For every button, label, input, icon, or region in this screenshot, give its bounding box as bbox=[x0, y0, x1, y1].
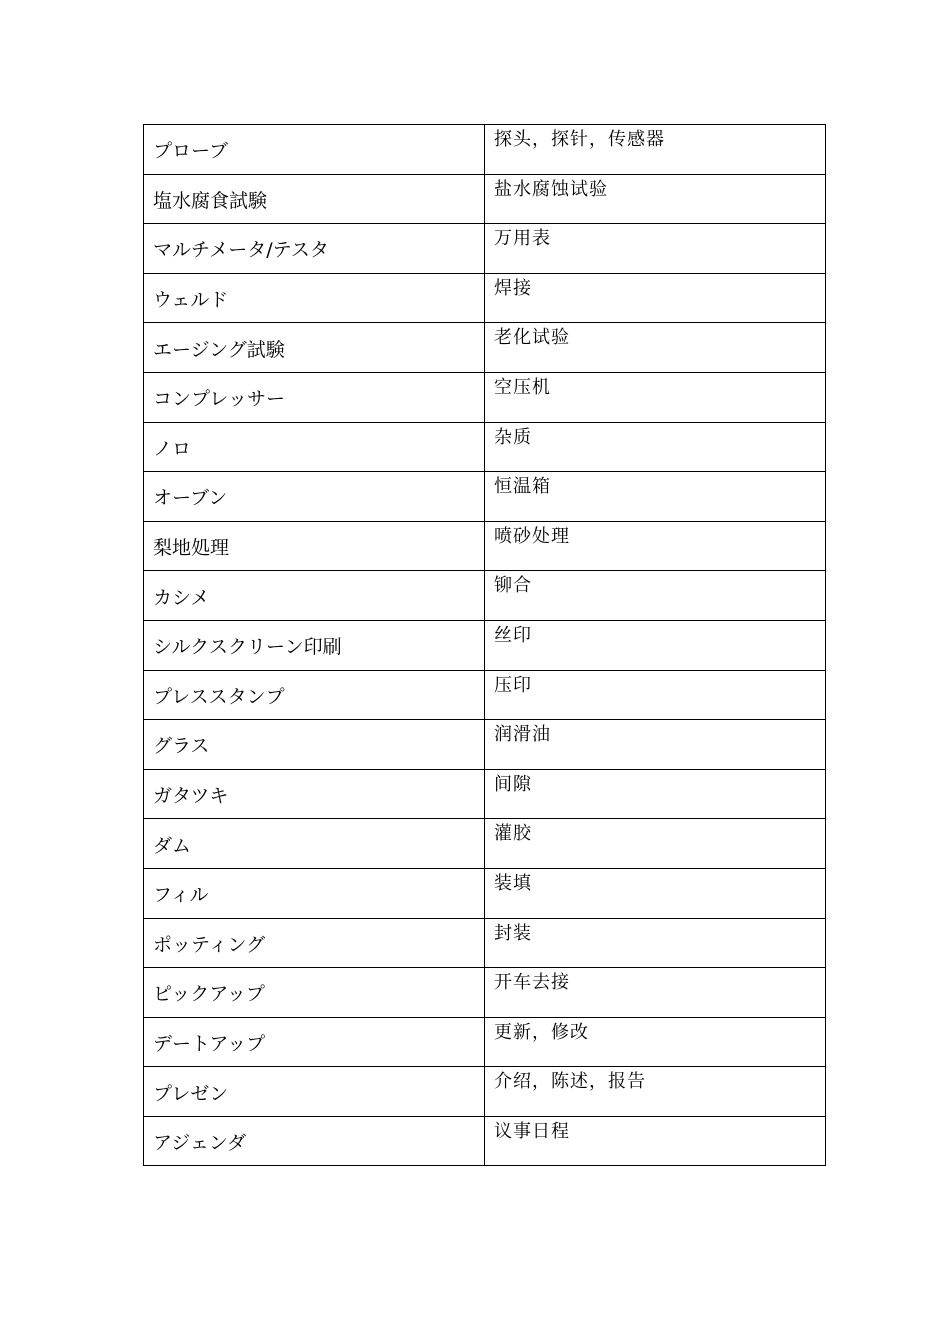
chinese-translation-cell: 盐水腐蚀试验 bbox=[485, 174, 826, 224]
chinese-translation-cell: 万用表 bbox=[485, 224, 826, 274]
table-row bbox=[144, 670, 826, 720]
chinese-translation-cell: 压印 bbox=[485, 670, 826, 720]
japanese-term-cell: プレゼン bbox=[144, 1067, 485, 1117]
japanese-term-cell: カシメ bbox=[144, 571, 485, 621]
japanese-term-cell: デートアップ bbox=[144, 1017, 485, 1067]
chinese-translation-cell: 间隙 bbox=[485, 769, 826, 819]
japanese-term-cell: コンプレッサー bbox=[144, 372, 485, 422]
japanese-term-cell: ガタツキ bbox=[144, 769, 485, 819]
table-row bbox=[144, 819, 826, 869]
japanese-term-cell: マルチメータ/テスタ bbox=[144, 224, 485, 274]
japanese-term-cell: プローブ bbox=[144, 125, 485, 175]
table-row bbox=[144, 372, 826, 422]
chinese-translation-cell: 议事日程 bbox=[485, 1116, 826, 1166]
japanese-term-cell: 塩水腐食試験 bbox=[144, 174, 485, 224]
table-row bbox=[144, 571, 826, 621]
table-row bbox=[144, 323, 826, 373]
chinese-translation-cell: 探头，探针，传感器 bbox=[485, 125, 826, 175]
chinese-translation-cell: 空压机 bbox=[485, 372, 826, 422]
japanese-term-cell: プレススタンプ bbox=[144, 670, 485, 720]
chinese-translation-cell: 开车去接 bbox=[485, 968, 826, 1018]
table-row bbox=[144, 472, 826, 522]
japanese-term-cell: オーブン bbox=[144, 472, 485, 522]
table-row bbox=[144, 1116, 826, 1166]
glossary-table bbox=[143, 124, 826, 1166]
japanese-term-cell: グラス bbox=[144, 720, 485, 770]
japanese-term-cell: 梨地処理 bbox=[144, 521, 485, 571]
chinese-translation-cell: 焊接 bbox=[485, 273, 826, 323]
japanese-term-cell: ウェルド bbox=[144, 273, 485, 323]
japanese-term-cell: アジェンダ bbox=[144, 1116, 485, 1166]
table-row bbox=[144, 769, 826, 819]
table-row bbox=[144, 273, 826, 323]
japanese-term-cell: ポッティング bbox=[144, 918, 485, 968]
chinese-translation-cell: 介绍，陈述，报告 bbox=[485, 1067, 826, 1117]
chinese-translation-cell: 丝印 bbox=[485, 620, 826, 670]
table-row bbox=[144, 521, 826, 571]
japanese-term-cell: フィル bbox=[144, 868, 485, 918]
table-row bbox=[144, 720, 826, 770]
glossary-table-body bbox=[144, 125, 826, 1166]
table-row bbox=[144, 422, 826, 472]
table-row bbox=[144, 968, 826, 1018]
japanese-term-cell: エージング試験 bbox=[144, 323, 485, 373]
chinese-translation-cell: 封装 bbox=[485, 918, 826, 968]
japanese-term-cell: シルクスクリーン印刷 bbox=[144, 620, 485, 670]
table-row bbox=[144, 125, 826, 175]
chinese-translation-cell: 润滑油 bbox=[485, 720, 826, 770]
table-row bbox=[144, 868, 826, 918]
chinese-translation-cell: 老化试验 bbox=[485, 323, 826, 373]
chinese-translation-cell: 装填 bbox=[485, 868, 826, 918]
chinese-translation-cell: 灌胶 bbox=[485, 819, 826, 869]
table-row bbox=[144, 1067, 826, 1117]
table-row bbox=[144, 174, 826, 224]
table-row bbox=[144, 1017, 826, 1067]
chinese-translation-cell: 更新，修改 bbox=[485, 1017, 826, 1067]
table-row bbox=[144, 620, 826, 670]
chinese-translation-cell: 喷砂处理 bbox=[485, 521, 826, 571]
chinese-translation-cell: 杂质 bbox=[485, 422, 826, 472]
chinese-translation-cell: 铆合 bbox=[485, 571, 826, 621]
japanese-term-cell: ピックアップ bbox=[144, 968, 485, 1018]
table-row bbox=[144, 224, 826, 274]
japanese-term-cell: ダム bbox=[144, 819, 485, 869]
table-row bbox=[144, 918, 826, 968]
japanese-term-cell: ノロ bbox=[144, 422, 485, 472]
chinese-translation-cell: 恒温箱 bbox=[485, 472, 826, 522]
